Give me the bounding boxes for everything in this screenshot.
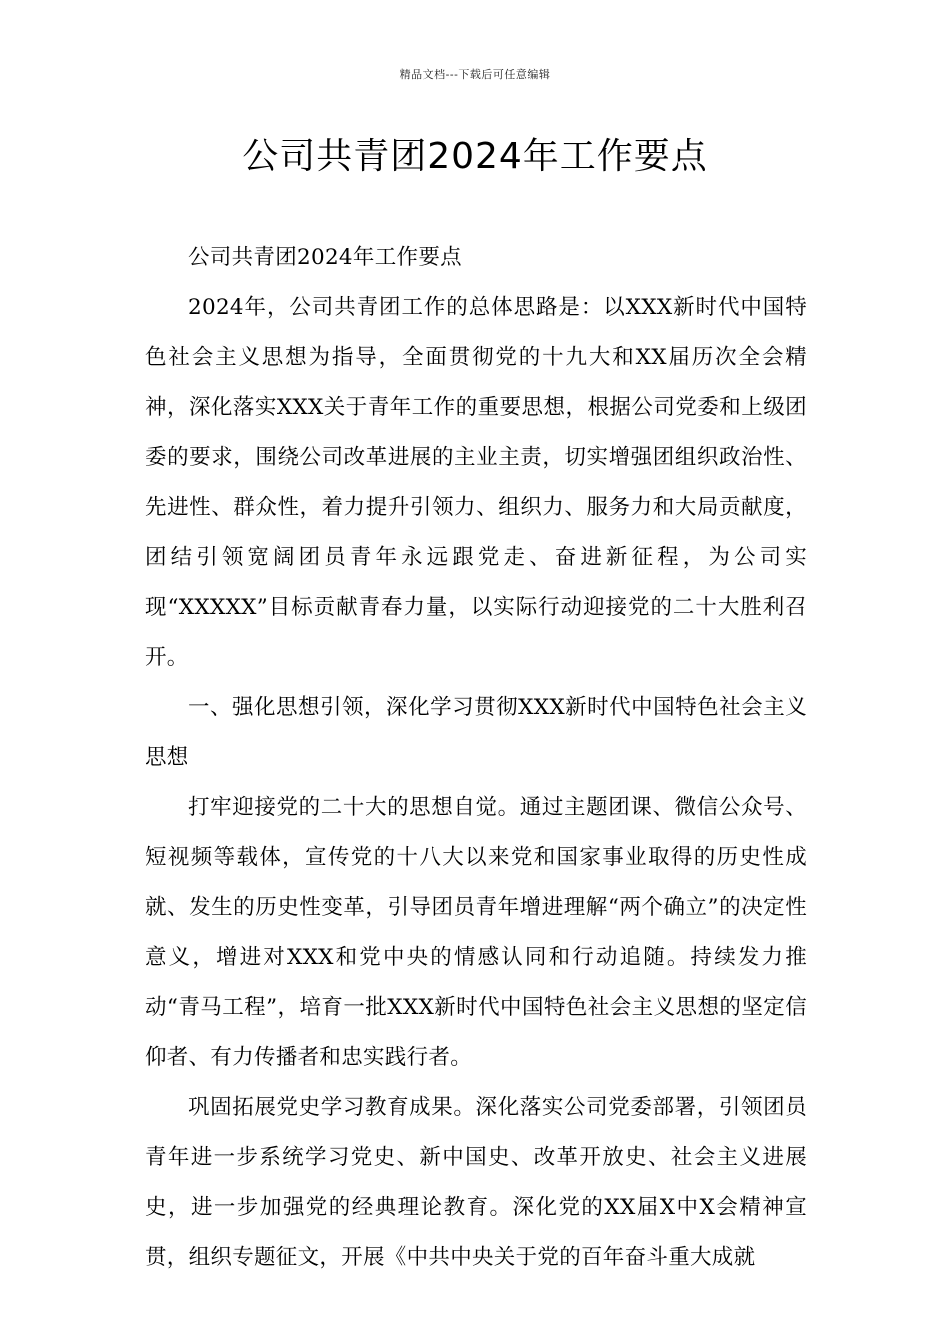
document-title: 公司共青团2024年工作要点 xyxy=(242,136,708,177)
paragraph-history-education: 巩固拓展党史学习教育成果。深化落实公司党委部署，引领团员青年进一步系统学习党史、新中国史、改革开放史、社会主义进展史，进一步加强党的经典理论教育。深化党的XX届X中X会精神宣贯，组织专题征文，开展《中共中央关于党的百年奋斗重大成就 xyxy=(145,1095,807,1270)
paragraph-overview: 2024年，公司共青团工作的总体思路是：以XXX新时代中国特色社会主义思想为指导，全面贯彻党的十九大和XX届历次全会精神，深化落实XXX关于青年工作的重要思想，根据公司党委和上级团委的要求，围绕公司改革进展的主业主责，切实增强团组织政治性、先进性、群众性，着力提升引领力、组织力、服务力和大局贡献度，团结引领宽阔团员青年永远跟党走、奋进新征程，为公司实现“XXXXX”目标贡献青春力量，以实际行动迎接党的二十大胜利召开。 xyxy=(145,295,807,670)
paragraph-subtitle: 公司共青团2024年工作要点 xyxy=(188,245,462,270)
header-note: 精品文档---下载后可任意编辑 xyxy=(399,68,551,81)
paragraph-ideology: 打牢迎接党的二十大的思想自觉。通过主题团课、微信公众号、短视频等载体，宣传党的十八大以来党和国家事业取得的历史性成就、发生的历史性变革，引导团员青年增进理解“两个确立”的决定性意义，增进对XXX和党中央的情感认同和行动追随。持续发力推动“青马工程”，培育一批XXX新时代中国特色社会主义思想的坚定信仰者、有力传播者和忠实践行者。 xyxy=(145,795,807,1070)
document-body xyxy=(145,233,807,1283)
section-heading-1: 一、强化思想引领，深化学习贯彻XXX新时代中国特色社会主义思想 xyxy=(145,695,807,770)
